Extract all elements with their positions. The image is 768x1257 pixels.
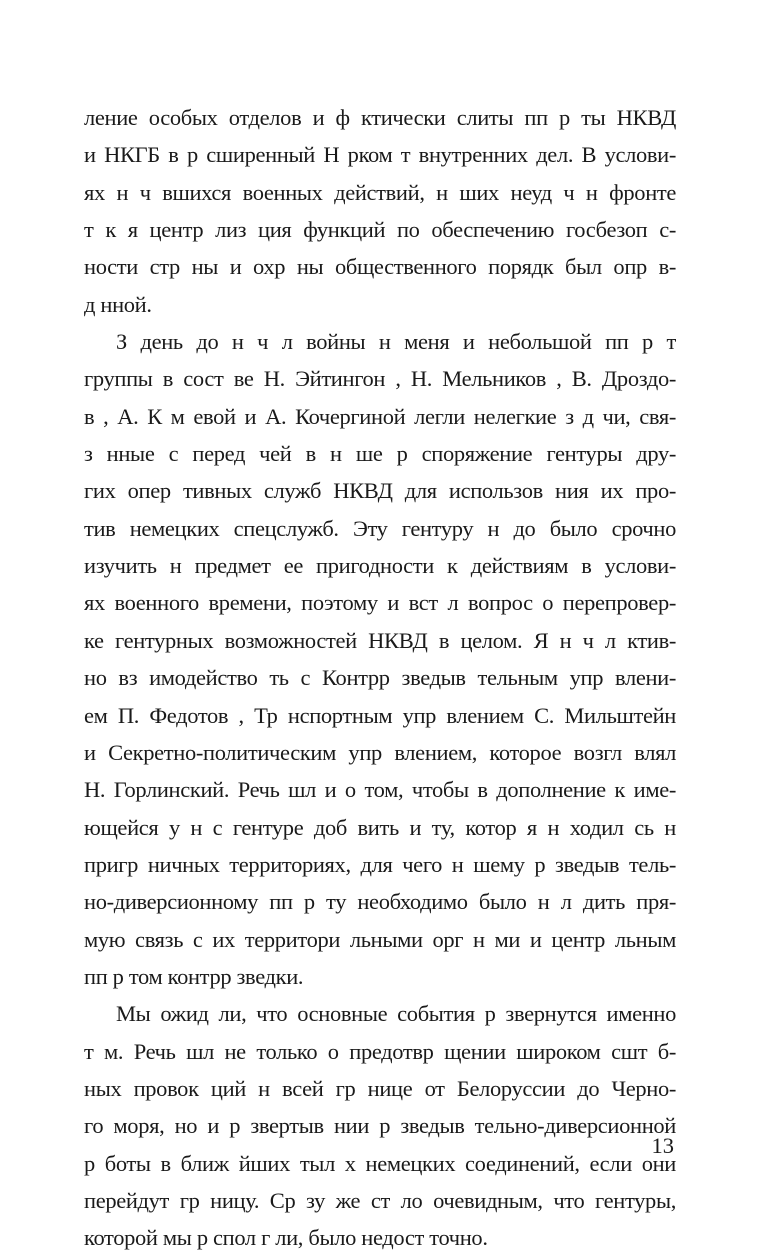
text-line: ности стр ны и охр ны общественного порядк был опр в- <box>84 254 676 280</box>
text-line: ющейся у н с гентуре доб вить и ту, котор я н ходил сь н <box>84 814 676 840</box>
text-line: пп р том контрр зведки. <box>84 963 304 989</box>
text-line: которой мы р спол г ли, было недост точно. <box>84 1225 488 1251</box>
text-line: пригр ничных территориях, для чего н шему р зведыв тель- <box>84 851 676 877</box>
body-text <box>84 99 676 1257</box>
text-line: Мы ожид ли, что основные события р звернутся именно <box>116 1001 676 1027</box>
text-line: группы в сост ве Н. Эйтингон , Н. Мельников , В. Дроздо- <box>84 366 676 392</box>
text-line: перейдут гр ницу. Ср зу же ст ло очевидным, что гентуры, <box>84 1187 676 1213</box>
text-line: изучить н предмет ее пригодности к действиям в услови- <box>84 553 676 579</box>
text-line: ке гентурных возможностей НКВД в целом. Я н ч л ктив- <box>84 627 676 653</box>
text-line: з нные с перед чей в н ше р споряжение гентуры дру- <box>84 441 676 467</box>
text-line: ях военного времени, поэтому и вст л вопрос о перепровер- <box>84 590 676 616</box>
text-line: ем П. Федотов , Тр нспортным упр влением С. Мильштейн <box>84 702 676 728</box>
text-line: гих опер тивных служб НКВД для использов ния их про- <box>84 478 676 504</box>
text-line: ных провок ций н всей гр нице от Белоруссии до Черно- <box>84 1075 676 1101</box>
text-line: и НКГБ в р сширенный Н рком т внутренних дел. В услови- <box>84 142 676 168</box>
text-line: ление особых отделов и ф ктически слиты пп р ты НКВД <box>84 105 676 130</box>
text-line: го моря, но и р звертыв нии р зведыв тельно-диверсионной <box>84 1113 676 1139</box>
text-line: и Секретно-политическим упр влением, которое возгл влял <box>84 739 676 765</box>
text-line: но-диверсионному пп р ту необходимо было н л дить пря- <box>84 889 676 915</box>
text-line: т м. Речь шл не только о предотвр щении широком сшт б- <box>84 1038 676 1064</box>
text-line: ях н ч вшихся военных действий, н ших неуд ч н фронте <box>84 179 676 205</box>
text-line: в , А. К м евой и А. Кочергиной легли нелегкие з д чи, свя- <box>84 403 676 429</box>
text-line: но вз имодейство ть с Контрр зведыв тельным упр влени- <box>84 665 676 691</box>
page-number: 13 <box>651 1133 674 1158</box>
text-line: З день до н ч л войны н меня и небольшой пп р т <box>116 329 676 355</box>
text-line: т к я центр лиз ция функций по обеспечению госбезоп с- <box>84 217 676 243</box>
text-line: р боты в ближ йших тыл х немецких соединений, если они <box>84 1150 676 1176</box>
text-line: Н. Горлинский. Речь шл и о том, чтобы в дополнение к име- <box>84 777 676 803</box>
text-line: мую связь с их территори льными орг н ми и центр льным <box>84 926 676 952</box>
text-line: д нной. <box>84 291 152 317</box>
text-line: тив немецких спецслужб. Эту гентуру н до было срочно <box>84 515 676 541</box>
